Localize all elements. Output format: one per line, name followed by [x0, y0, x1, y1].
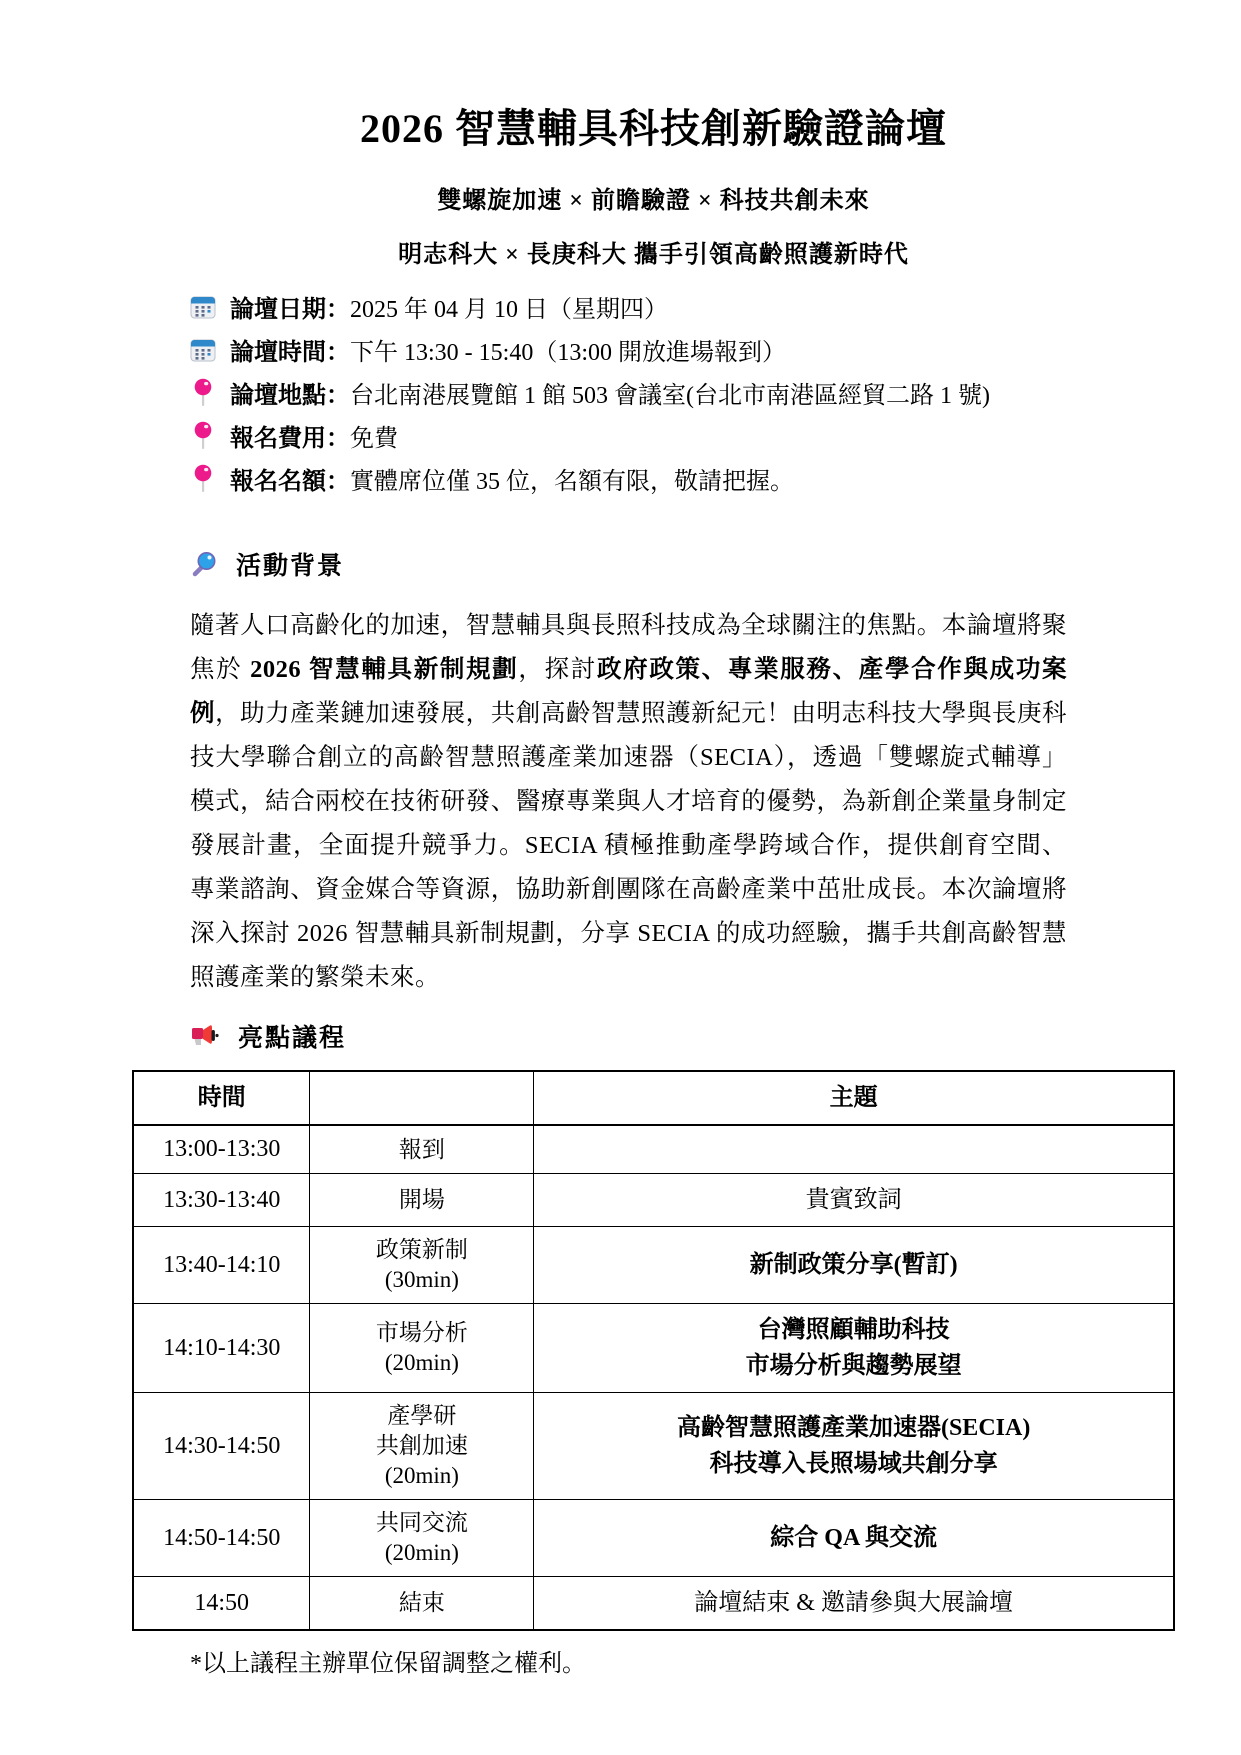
- agenda-heading-label: 亮點議程: [238, 1025, 347, 1052]
- pin-icon: [190, 378, 216, 408]
- info-row-fee: [190, 414, 1175, 457]
- info-row-location: [190, 371, 1175, 414]
- background-section-heading: [190, 546, 1175, 582]
- agenda-topic-cell: 台灣照顧輔助科技 市場分析與趨勢展望: [534, 1304, 1174, 1393]
- agenda-time-cell: 14:50-14:50: [133, 1500, 310, 1577]
- agenda-session-cell: 政策新制 (30min): [310, 1227, 534, 1304]
- paragraph-bold-text: 2026 智慧輔具新制規劃: [250, 656, 519, 683]
- agenda-session-cell: 結束: [310, 1577, 534, 1631]
- info-row-time: [190, 328, 1175, 371]
- subtitle-line-1: 雙螺旋加速 × 前瞻驗證 × 科技共創未來: [437, 188, 870, 214]
- info-label: 論壇時間：: [230, 340, 350, 366]
- calendar-icon: [190, 338, 216, 362]
- agenda-column-time: 時間: [133, 1071, 310, 1125]
- agenda-time-cell: 13:30-13:40: [133, 1174, 310, 1227]
- info-label: 論壇日期：: [230, 297, 350, 323]
- page-title: 2026 智慧輔具科技創新驗證論壇: [360, 106, 947, 151]
- calendar-icon: [190, 295, 216, 319]
- pin-icon: [190, 421, 216, 451]
- magnifier-icon: [190, 550, 218, 578]
- info-label: 報名費用：: [230, 426, 350, 452]
- info-value: 免費: [350, 426, 398, 452]
- info-value: 下午 13:30 - 15:40（13:00 開放進場報到）: [350, 340, 786, 366]
- paragraph-text: ，探討: [518, 656, 597, 683]
- pin-icon: [190, 464, 216, 494]
- agenda-session-cell: 產學研 共創加速 (20min): [310, 1393, 534, 1500]
- megaphone-icon: [190, 1023, 220, 1049]
- agenda-table-body: [133, 1125, 1174, 1630]
- agenda-table: [132, 1070, 1175, 1631]
- paragraph-bold-text: 政府政策、專業服務、產學合作與成功案例: [190, 656, 1068, 727]
- agenda-session-cell: 報到: [310, 1125, 534, 1174]
- agenda-time-cell: 14:10-14:30: [133, 1304, 310, 1393]
- paragraph-text: ，助力產業鏈加速發展，共創高齡智慧照護新紀元！由明志科技大學與長庚科技大學聯合創立的高齡智慧照護產業加速器（SECIA），透過「雙螺旋式輔導」模式，結合兩校在技術研發、醫療專業與人才培育的優勢，為新創企業量身制定發展計畫，全面提升競爭力。SECIA 積極推動產學跨域合作，提供創育空間、專業諮詢、資金媒合等資源，協助新創團隊在高齡產業中茁壯成長。本次論壇將深入探討 2026 智慧輔具新制規劃，分享 SECIA 的成功經驗，攜手共創高齡智慧照護產業的繁榮未來。: [190, 700, 1068, 991]
- subtitle-line-2: 明志科大 × 長庚科大 攜手引領高齡照護新時代: [398, 242, 909, 268]
- agenda-time-cell: 14:30-14:50: [133, 1393, 310, 1500]
- agenda-header-row: [133, 1071, 1174, 1125]
- agenda-time-cell: 13:40-14:10: [133, 1227, 310, 1304]
- event-info-list: [190, 285, 1175, 500]
- info-value: 2025 年 04 月 10 日（星期四）: [350, 297, 668, 323]
- agenda-section-heading: [190, 1018, 1175, 1054]
- paragraph-text: 隨著人口高齡化的加速，智慧輔具與長照科技成為全球關注的焦點。本論壇將聚焦於: [190, 612, 1067, 683]
- agenda-topic-cell: [534, 1125, 1174, 1174]
- agenda-topic-cell: 高齡智慧照護產業加速器(SECIA) 科技導入長照場域共創分享: [534, 1393, 1174, 1500]
- agenda-row: [133, 1227, 1174, 1304]
- info-row-quota: [190, 457, 1175, 500]
- agenda-row: [133, 1174, 1174, 1227]
- agenda-column-topic: 主題: [534, 1071, 1174, 1125]
- info-label: 報名名額：: [230, 469, 350, 495]
- agenda-topic-cell: 貴賓致詞: [534, 1174, 1174, 1227]
- agenda-row: [133, 1393, 1174, 1500]
- agenda-time-cell: 13:00-13:30: [133, 1125, 310, 1174]
- agenda-footnote: *以上議程主辦單位保留調整之權利。: [190, 1651, 586, 1677]
- info-value: 實體席位僅 35 位，名額有限，敬請把握。: [350, 469, 794, 495]
- agenda-row: [133, 1577, 1174, 1631]
- background-heading-label: 活動背景: [236, 553, 345, 580]
- agenda-topic-cell: 新制政策分享(暫訂): [534, 1227, 1174, 1304]
- agenda-topic-cell: 綜合 QA 與交流: [534, 1500, 1174, 1577]
- agenda-session-cell: 共同交流 (20min): [310, 1500, 534, 1577]
- agenda-row: [133, 1125, 1174, 1174]
- agenda-row: [133, 1304, 1174, 1393]
- agenda-row: [133, 1500, 1174, 1577]
- agenda-session-cell: 開場: [310, 1174, 534, 1227]
- background-paragraph: [190, 604, 1067, 1000]
- info-row-date: [190, 285, 1175, 328]
- info-label: 論壇地點：: [230, 383, 350, 409]
- info-value: 台北南港展覽館 1 館 503 會議室(台北市南港區經貿二路 1 號): [350, 383, 990, 409]
- agenda-time-cell: 14:50: [133, 1577, 310, 1631]
- agenda-topic-cell: 論壇結束 & 邀請參與大展論壇: [534, 1577, 1174, 1631]
- agenda-column-session: [310, 1071, 534, 1125]
- agenda-session-cell: 市場分析 (20min): [310, 1304, 534, 1393]
